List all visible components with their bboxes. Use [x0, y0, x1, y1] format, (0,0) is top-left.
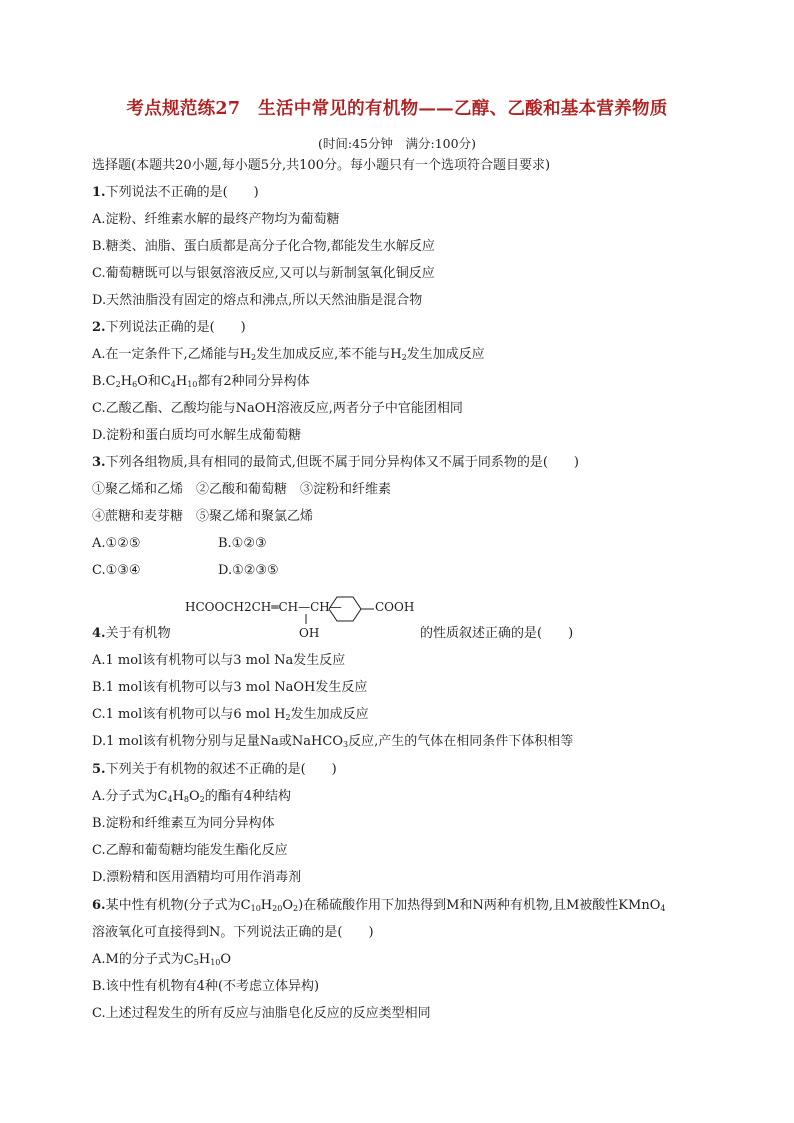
q3-option-a: A.①②⑤	[92, 536, 141, 551]
question-2-stem: 2.下列说法正确的是( )	[92, 320, 246, 335]
q2-option-b: $B.C_2H_6O$和$C_4H_{10}$都有2种同分异构体	[92, 374, 310, 389]
q5-option-a: A.分子式为$C_4H_8O_2$的酯有4种结构	[92, 789, 292, 804]
q3-option-b: B.①②③	[218, 536, 267, 551]
question-5-stem: 5.下列关于有机物的叙述不正确的是( )	[92, 762, 337, 777]
organic-structure-diagram	[180, 590, 420, 642]
q1-option-c: C.葡萄糖既可以与银氨溶液反应,又可以与新制氢氧化铜反应	[92, 266, 435, 281]
question-number: 6.	[92, 898, 106, 913]
q2-option-d: D.淀粉和蛋白质均可水解生成葡萄糖	[92, 428, 302, 443]
structure-right-group: COOH	[375, 600, 415, 614]
q1-option-a: A.淀粉、纤维素水解的最终产物均为葡萄糖	[92, 212, 340, 227]
q4-option-d: D.1 mol该有机物分别与足量Na或NaHCO$_3$反应,产生的气体在相同条件下体积相等	[92, 734, 574, 749]
q4-option-c: C.1 mol该有机物可以与6 mol $H_2$发生加成反应	[92, 707, 369, 722]
q4-option-b: B.1 mol该有机物可以与3 mol NaOH发生反应	[92, 680, 368, 695]
question-6-stem: 6.某中性有机物(分子式为$C_{10}H_{20}O_2$)在稀硫酸作用下加热得到M和N两种有机物,且M被酸性KMnO$_4$	[92, 898, 666, 913]
q3-item-row-2: ④蔗糖和麦芽糖 ⑤聚乙烯和聚氯乙烯	[92, 509, 314, 524]
question-number: 2.	[92, 320, 106, 335]
question-4-stem-tail: 的性质叙述正确的是( )	[420, 626, 574, 641]
q3-option-row-1	[92, 536, 267, 552]
q5-option-b: B.淀粉和纤维素互为同分异构体	[92, 816, 275, 831]
q5-option-d: D.漂粉精和医用酒精均可用作消毒剂	[92, 870, 302, 885]
question-6-stem-continued: 溶液氧化可直接得到N。下列说法正确的是( )	[92, 925, 374, 940]
structure-left-chain: HCOOCH2CH═CH—CH—	[185, 600, 342, 614]
q1-option-d: D.天然油脂没有固定的熔点和沸点,所以天然油脂是混合物	[92, 293, 423, 308]
time-score-info: (时间:45分钟 满分:100分)	[318, 136, 476, 151]
structure-oh-group: OH	[299, 626, 320, 640]
q2-option-c: C.乙酸乙酯、乙酸均能与NaOH溶液反应,两者分子中官能团相同	[92, 401, 463, 416]
q1-option-b: B.糖类、油脂、蛋白质都是高分子化合物,都能发生水解反应	[92, 239, 435, 254]
question-3-stem: 3.下列各组物质,具有相同的最简式,但既不属于同分异构体又不属于同系物的是( )	[92, 455, 579, 470]
q4-option-a: A.1 mol该有机物可以与3 mol Na发生反应	[92, 653, 346, 668]
question-1-stem: 1.下列说法不正确的是( )	[92, 185, 259, 200]
instructions: 选择题(本题共20小题,每小题5分,共100分。每小题只有一个选项符合题目要求)	[92, 158, 551, 173]
q5-option-c: C.乙醇和葡萄糖均能发生酯化反应	[92, 843, 288, 858]
q2-option-a: A.在一定条件下,乙烯能与$H_2$发生加成反应,苯不能与$H_2$发生加成反应	[92, 347, 485, 362]
q3-option-row-2	[92, 563, 279, 579]
question-number: 4.	[92, 626, 106, 641]
question-number: 3.	[92, 455, 106, 470]
page-title: 考点规范练27 生活中常见的有机物——乙醇、乙酸和基本营养物质	[126, 99, 668, 119]
q3-item-row-1: ①聚乙烯和乙烯 ②乙酸和葡萄糖 ③淀粉和纤维素	[92, 482, 392, 497]
q6-option-b: B.该中性有机物有4种(不考虑立体异构)	[92, 979, 320, 994]
question-number: 5.	[92, 762, 106, 777]
question-4-stem: 4.关于有机物	[92, 626, 171, 641]
q3-option-c: C.①③④	[92, 563, 141, 578]
q6-option-c: C.上述过程发生的所有反应与油脂皂化反应的反应类型相同	[92, 1006, 431, 1021]
q3-option-d: D.①②③⑤	[218, 563, 279, 578]
q6-option-a: A.M的分子式为$C_5H_{10}O$	[92, 952, 232, 967]
question-number: 1.	[92, 185, 106, 200]
